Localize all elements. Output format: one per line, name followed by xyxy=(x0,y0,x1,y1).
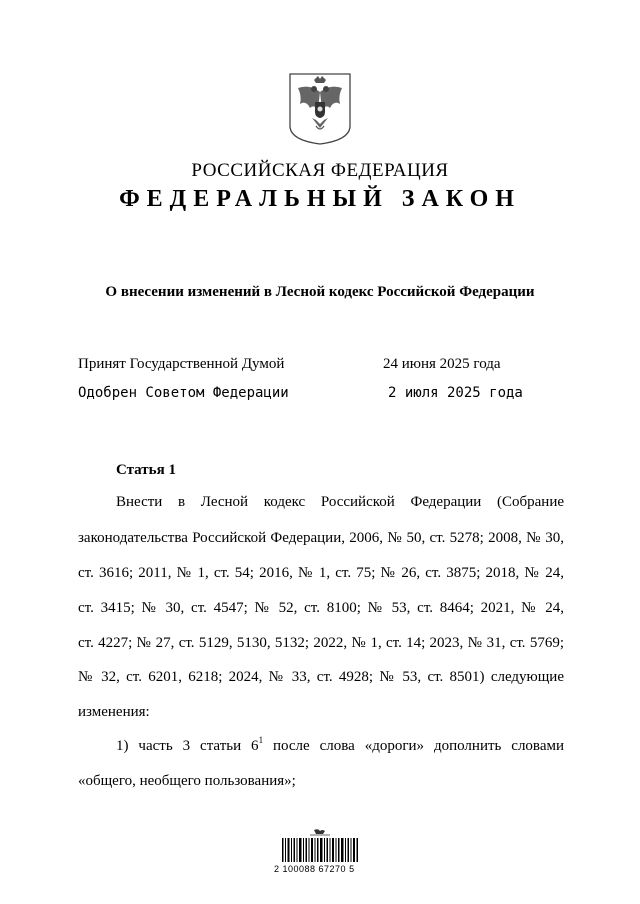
article-text-line: ст. 4227; № 27, ст. 5129, 5130, 5132; 2022, № 1, ст. 14; 2023, № 31, ст. 5769; xyxy=(78,635,564,651)
item-1-line xyxy=(116,735,564,755)
adopted-date: 24 июня 2025 года xyxy=(383,356,501,372)
article-text-line: Внести в Лесной кодекс Российской Федерации (Собрание xyxy=(116,494,564,510)
item-1-text-before: 1) часть 3 статьи 6 xyxy=(116,738,259,754)
article-heading: Статья 1 xyxy=(116,462,176,478)
approved-date: 2 июля 2025 года xyxy=(388,385,523,401)
adopted-label: Принят Государственной Думой xyxy=(78,356,285,372)
country-heading: РОССИЙСКАЯ ФЕДЕРАЦИЯ xyxy=(191,160,449,181)
coat-of-arms-emblem xyxy=(288,70,352,146)
article-text-line: ст. 3415; № 30, ст. 4547; № 52, ст. 8100; № 53, ст. 8464; 2021, № 24, xyxy=(78,600,564,616)
barcode-graphic xyxy=(280,828,360,884)
barcode-number: 2 100088 67270 5 xyxy=(274,864,355,874)
document-type-heading: ФЕДЕРАЛЬНЫЙ ЗАКОН xyxy=(119,186,521,212)
article-number-superscript: 1 xyxy=(258,735,264,745)
law-title: О внесении изменений в Лесной кодекс Российской Федерации xyxy=(105,284,535,300)
article-text-line: законодательства Российской Федерации, 2006, № 50, ст. 5278; 2008, № 30, xyxy=(78,530,564,546)
article-text-line: № 32, ст. 6201, 6218; 2024, № 33, ст. 4928; № 53, ст. 8501) следующие xyxy=(78,669,564,685)
article-text-line: изменения: xyxy=(78,704,150,720)
approved-label: Одобрен Советом Федерации xyxy=(78,385,289,401)
item-1-text-after: после слова «дороги» дополнить словами xyxy=(263,738,564,754)
item-1-continuation: «общего, необщего пользования»; xyxy=(78,773,296,789)
article-text-line: ст. 3616; 2011, № 1, ст. 54; 2016, № 1, ст. 75; № 26, ст. 3875; 2018, № 24, xyxy=(78,565,564,581)
